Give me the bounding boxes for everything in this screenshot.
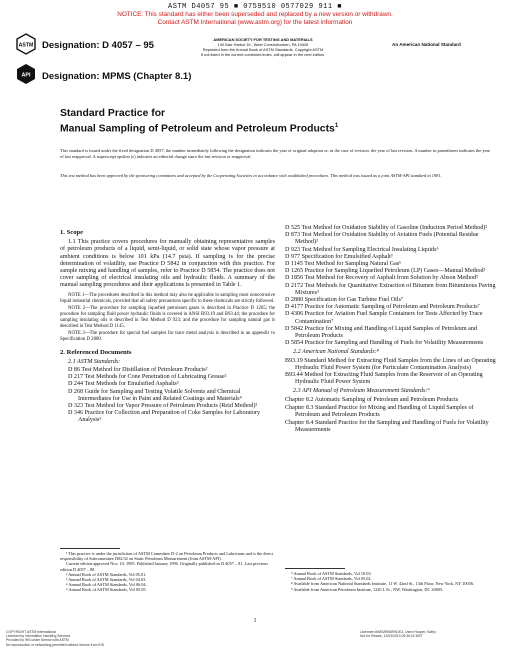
note-2: NOTE 2—The procedure for sampling liquefied petroleum gases is described in Practice D 1265; the procedure for sampling fluid power hydraulic fluids is covered in ANSI B93.19 and B93.44; the procedure for sampling insulating oils is described in Test Method D 923; and the procedure for sampling natural gas is described in Test Method D 1145.	[60, 305, 275, 329]
reference-item: D 4306 Practice for Aviation Fuel Sample Containers for Tests Affected by Trace Contamination⁷	[285, 311, 483, 325]
reference-item: D 2880 Specification for Gas Turbine Fuel Oils⁷	[285, 297, 404, 304]
reference-item: B93.19 Standard Method for Extracting Fluid Samples from the Lines of an Operating Hydraulic Fluid Power System (for Particulate Contamination Analysis)	[285, 357, 496, 371]
provider-line: COPYRIGHT ASTM International	[6, 630, 56, 634]
footnote: ⁶ Annual Book of ASTM Standards, Vol 10.03.	[291, 571, 372, 576]
reference-item: D 977 Specification for Emulsified Asphalt³	[285, 253, 393, 260]
reference-item: D 1145 Test Method for Sampling Natural Gas⁶	[285, 261, 402, 268]
footnote: ² Annual Book of ASTM Standards, Vol 05.01.	[66, 571, 147, 577]
page-number: 1	[253, 618, 257, 624]
notice-line-2[interactable]: Contact ASTM International (www.astm.org) for the latest information	[157, 19, 353, 26]
barcode-line: ASTM D4057 95 ■ 0759510 0577029 911 ■	[168, 3, 342, 11]
provider-line: Provided by IHS under license with ASTM	[6, 638, 69, 643]
reference-item: D 268 Guide for Sampling and Testing Volatile Solvents and Chemical Intermediates for Use in Paint and Related Coatings and Materials⁴	[68, 388, 242, 402]
chapter-item: Chapter 8.4 Standard Practice for the Sampling and Handling of Fuels for Volatility Measurements	[285, 420, 489, 434]
reference-item: D 4177 Practice for Automatic Sampling of Petroleum and Petroleum Products⁷	[285, 304, 480, 311]
reference-item: D 217 Test Methods for Cone Penetration of Lubricating Grease²	[68, 374, 227, 381]
title-text: Manual Sampling of Petroleum and Petroleum Products	[60, 123, 335, 135]
society-name: AMERICAN SOCIETY FOR TESTING AND MATERIALS	[213, 37, 313, 42]
footnote: ⁷ Annual Book of ASTM Standards, Vol 05.02.	[291, 576, 372, 582]
scope-paragraph: 1.1 This practice covers procedures for manually obtaining representative samples of petroleum products of a liquid, semi-liquid, or solid state whose vapor pressure at ambient conditions is below 101 kPa (14.7 psia). If sampling is for the precise determination of volatility, use Practice D 5842 in conjunction with this practice. For sample mixing and handling of samples, refer to Practice D 5854. The practice does not cover sampling of electrical insulating oils and hydraulic fluids. A summary of the manual sampling procedures and their applications is presented in Table 1.	[60, 239, 275, 289]
reference-item: D 873 Test Method for Oxidation Stability of Aviation Fuels (Potential Residue Method)²	[285, 232, 479, 246]
provider-notice	[6, 630, 104, 647]
reference-item: D 244 Test Methods for Emulsified Asphalts³	[68, 381, 179, 388]
license-line: Licensee=MMS/5958991001, User=Hooper, Kathy	[360, 630, 436, 634]
astm-logo-icon	[16, 33, 36, 55]
document-title	[60, 107, 490, 135]
designation-mpms: Designation: MPMS (Chapter 8.1)	[42, 71, 192, 82]
society-reprint-1: Reprinted from the Annual Book of ASTM Standards. Copyright ASTM	[202, 47, 324, 52]
footnote: ⁵ Annual Book of ASTM Standards, Vol 05.05.	[66, 587, 147, 593]
title-line-2	[60, 120, 490, 135]
note-3: NOTE 3—The procedure for special fuel samples for trace metal analysis is described in an appendix to Specification D 2880.	[60, 330, 275, 342]
reference-item: D 5842 Practice for Mixing and Handling of Liquid Samples of Petroleum and Petroleum Products	[285, 325, 477, 340]
footnote-divider	[60, 548, 120, 549]
ansi-standards-heading: 2.2 American National Standards:⁸	[293, 349, 379, 356]
note-1: NOTE 1—The procedures described in this method may also be applicable in sampling most noncorrosive liquid industrial chemicals, provided that all safety precautions specific to these chemicals are strictly followed.	[60, 292, 275, 304]
astm-logo-text: ASTM	[18, 42, 34, 49]
reference-item: D 1265 Practice for Sampling Liquefied Petroleum (LP) Gases—Manual Method²	[285, 268, 486, 275]
reference-item: D 5854 Practice for Sampling and Handling of Fuels for Volatility Measurements	[285, 340, 484, 347]
title-footnote-mark: 1	[334, 123, 339, 129]
right-column	[285, 225, 500, 436]
footnote: ¹ This practice is under the jurisdiction of ASTM Committee D-2 on Petroleum Products and Lubricants and is the direct responsibility of Subcommittee D02.02 on Static Petroleum Measurement (Joint ASTM-API).	[60, 551, 274, 562]
footnote: ³ Annual Book of ASTM Standards, Vol 04.03.	[66, 577, 147, 583]
api-logo-icon	[16, 63, 36, 85]
footnote-divider	[285, 568, 345, 569]
american-national-standard-label: An American National Standard	[392, 42, 461, 47]
reference-item: B93.44 Method for Extracting Fluid Samples from the Reservoir of an Operating Hydraulic Fluid Power System	[285, 372, 483, 386]
referenced-documents-heading: 2. Referenced Documents	[60, 348, 132, 356]
reference-item: D 525 Test Method for Oxidation Stability of Gasoline (Induction Period Method)²	[285, 225, 488, 231]
left-footnotes	[60, 548, 275, 593]
notice-line-1: NOTICE: This standard has either been superseded and replaced by a new version or withdrawn.	[117, 11, 393, 18]
issuance-paragraph: This standard is issued under the fixed designation D 4057; the number immediately following the designation indicates the year of original adoption or, in the case of revision, the year of last revision. A number in parentheses indicates the year of last reapproval. A superscript epsilon (ε) indicates an editorial change since the last revision or reapproval.	[60, 148, 490, 159]
api-logo-text: API	[21, 72, 31, 79]
footnote: ⁸ Available from American National Standards Institute, 11 W. 42nd St., 13th Floor, New York, NY 10036.	[291, 581, 475, 587]
supersede-notice	[0, 11, 510, 27]
footnote: Current edition approved Nov. 10, 1995. Published January 1996. Originally published as D 4057 – 81. Last previous edition D 4057 – 88.	[60, 561, 268, 572]
chapter-item: Chapter 8.3 Standard Practice for Mixing and Handling of Liquid Samples of Petroleum and Petroleum Products	[285, 404, 474, 419]
title-line-1: Standard Practice for	[60, 108, 166, 119]
reference-item: D 2172 Test Methods for Quantitative Extraction of Bitumen from Bituminous Paving Mixtures³	[285, 282, 496, 296]
api-standards-heading: 2.3 API Manual of Petroleum Measurement Standards:⁹	[293, 388, 430, 395]
designation-astm: Designation: D 4057 – 95	[42, 40, 154, 51]
chapter-item: Chapter 8.2 Automatic Sampling of Petroleum and Petroleum Products	[285, 396, 459, 403]
provider-line: No reproduction or networking permitted without license from IHS	[6, 642, 104, 647]
license-line: Not for Resale, 12/03/2013 09:36:02 MST	[360, 634, 423, 639]
footnote: ⁴ Annual Book of ASTM Standards, Vol 06.04.	[66, 582, 147, 588]
reference-item: D 923 Test Method for Sampling Electrical Insulating Liquids⁶	[285, 246, 439, 253]
provider-line: Licensed by Information Handling Services	[6, 634, 71, 639]
approval-paragraph: This test method has been approved by the sponsoring committees and accepted by the Cooperating Societies in accordance with established procedures. This method was issued as a joint ASTM-API standard in 1981.	[60, 173, 442, 178]
society-reprint-2: If not listed in the current combined index, will appear in the next edition.	[200, 52, 326, 57]
society-address: 100 Barr Harbor Dr., West Conshohocken, PA 19428	[217, 42, 309, 47]
scope-heading: 1. Scope	[60, 229, 84, 236]
right-footnotes	[285, 568, 500, 592]
license-notice	[360, 630, 436, 638]
reference-item: D 1856 Test Method for Recovery of Asphalt from Solution by Abson Method³	[285, 275, 478, 282]
society-block	[178, 37, 348, 57]
left-column	[60, 225, 275, 425]
astm-standards-heading: 2.1 ASTM Standards:	[68, 358, 121, 365]
footnote: ⁹ Available from American Petroleum Institute, 1220 L St., NW, Washington, DC 20005.	[291, 586, 444, 592]
reference-item: D 86 Test Method for Distillation of Petroleum Products²	[68, 367, 208, 374]
reference-item: D 346 Practice for Collection and Preparation of Coke Samples for Laboratory Analysis⁵	[68, 410, 261, 424]
reference-item: D 323 Test Method for Vapor Pressure of Petroleum Products (Reid Method)²	[68, 403, 258, 410]
